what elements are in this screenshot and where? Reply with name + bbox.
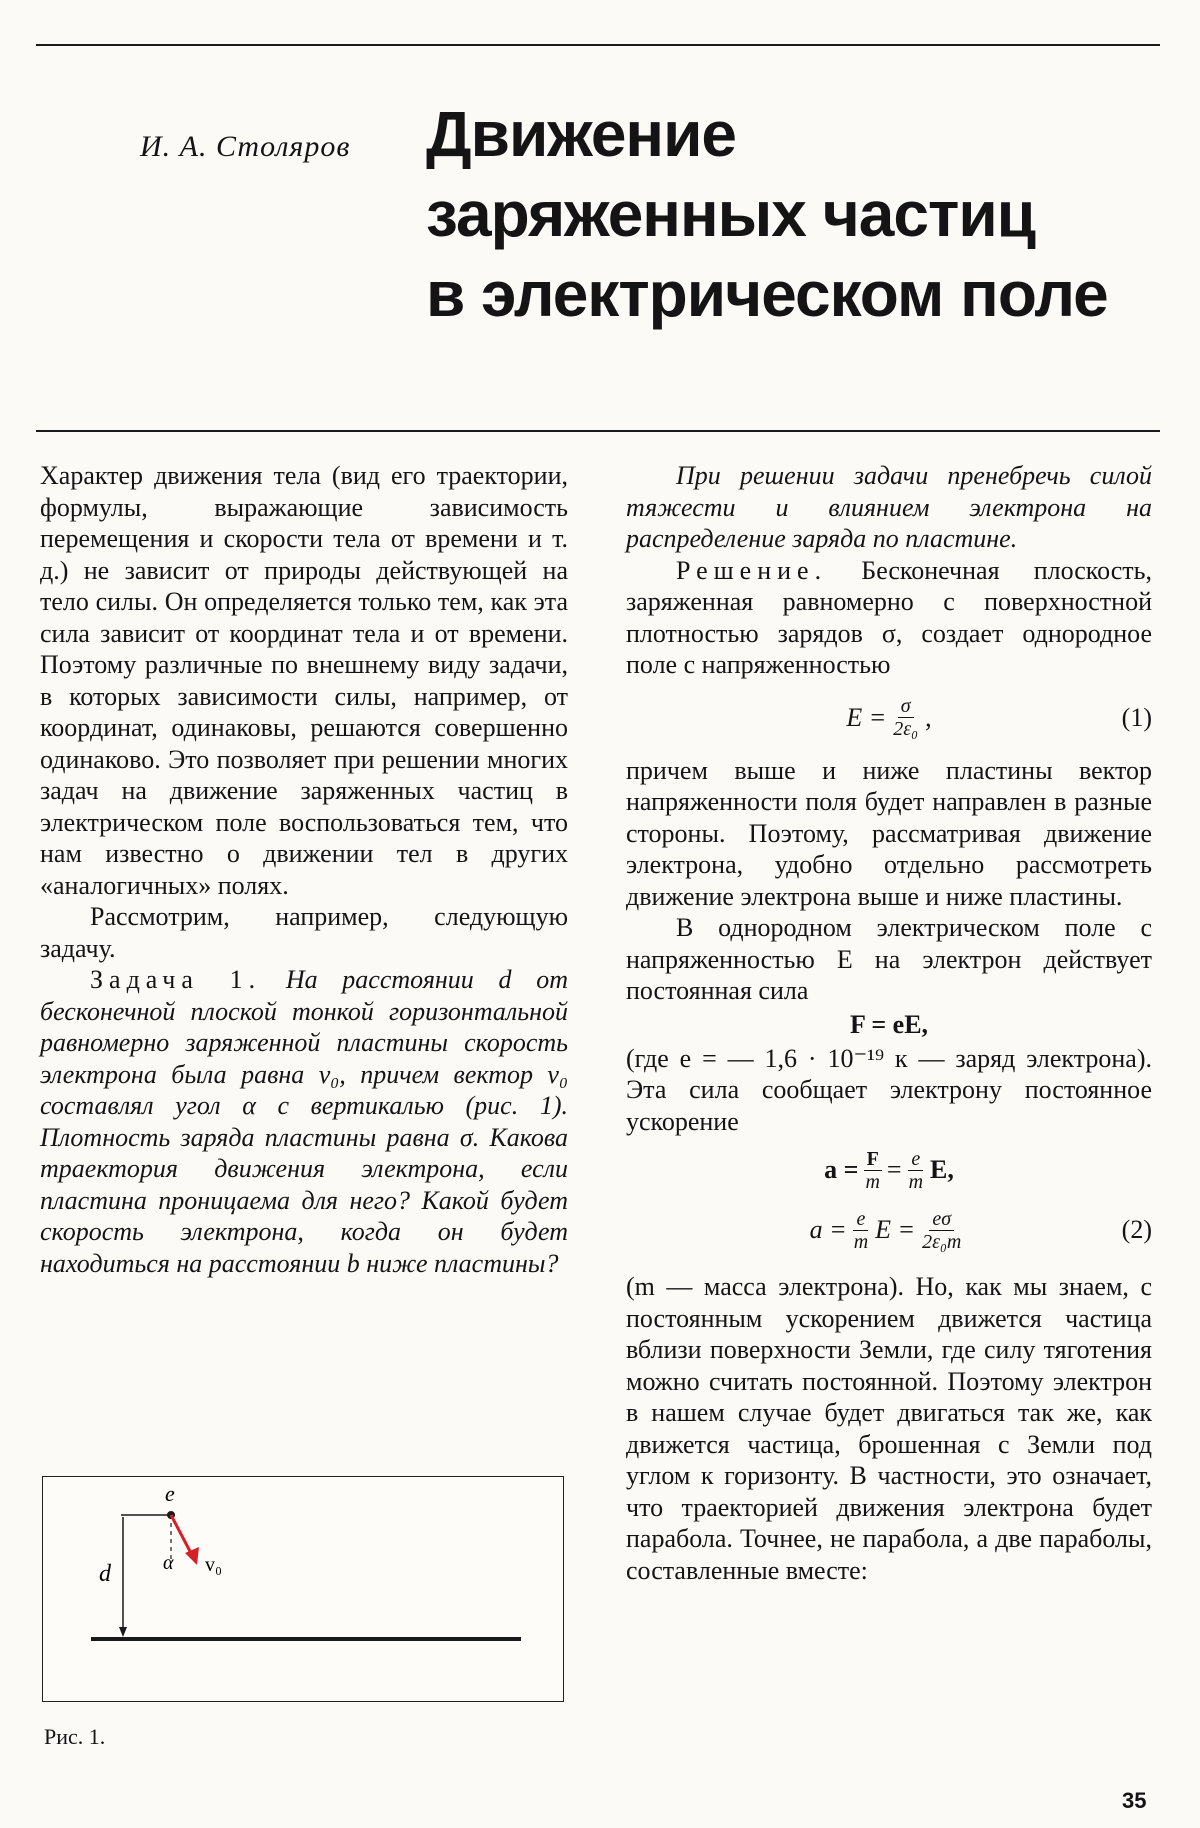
eq1-numerator: σ (898, 695, 914, 718)
force-equation: F = eE, (849, 1009, 929, 1039)
equation-2 (626, 1199, 1152, 1261)
top-rule (36, 44, 1160, 46)
eq2-fraction-2 (919, 1208, 964, 1253)
acc-f2-denominator: m (908, 1170, 924, 1193)
charge-paragraph: (где e = — 1,6 · 10⁻¹⁹ к — заряд электрона). Эта сила сообщает электрону постоянное ускорение (626, 1043, 1152, 1136)
figure-1-diagram (43, 1477, 563, 1701)
eq2-f1-numerator: e (853, 1208, 868, 1231)
field-direction-paragraph: причем выше и ниже пластины вектор напряженности поля будет направлен в разные стороны. Поэтому, рассматривая движение электрона, удобно отдельно рассмотреть движение электрона выше и ниже пластины. (626, 755, 1152, 911)
title-line-3: в электрическом поле (426, 258, 1108, 330)
eq1-number: (1) (1121, 702, 1152, 732)
acc-f1-denominator: m (865, 1170, 880, 1193)
figure-1 (42, 1476, 564, 1702)
eq1-lhs: E = (846, 702, 887, 732)
title-line-2: заряженных частиц (426, 178, 1035, 250)
velocity-vector-line (171, 1515, 193, 1557)
acc-f1-numerator: F (864, 1148, 882, 1171)
distance-arrowhead (119, 1627, 127, 1637)
consider-paragraph: Рассмотрим, например, следующую задачу. (40, 902, 568, 963)
article-title (426, 94, 1108, 334)
left-column (40, 460, 568, 1279)
acc-f2-numerator: e (908, 1148, 923, 1171)
label-e: e (165, 1481, 175, 1506)
parabola-paragraph: (m — масса электрона). Но, как мы знаем, с постоянным ускорением движется частица вблизи поверхности Земли, где силу тяготения можно считать постоянной. Поэтому электрон в нашем случае будет двигаться так же, как движется частица, брошенная с Земли под углом к горизонту. В частности, это означает, что траекторией движения электрона будет парабола. Точнее, не парабола, а две параболы, составленные вместе: (626, 1272, 1152, 1585)
solution-text: Бесконечная плоскость, заряженная равномерно с поверхностной плотностью зарядов σ, создает однородное поле с напряженностью (626, 555, 1152, 679)
page-number: 35 (1122, 1788, 1147, 1813)
title-line-1: Движение (426, 98, 736, 170)
acc-tail: E, (930, 1155, 954, 1184)
header-rule (36, 430, 1160, 432)
eq2-f2-denominator: 2ε₀m (922, 1230, 962, 1253)
acc-equals: = (886, 1155, 902, 1184)
label-d: d (99, 1561, 111, 1587)
solution-paragraph (626, 555, 1152, 681)
eq2-f1-denominator: m (853, 1230, 869, 1253)
eq2-fraction-1 (851, 1208, 871, 1253)
equation-1 (626, 687, 1152, 749)
right-column (626, 460, 1152, 1586)
task-label: Задача 1. (90, 965, 262, 994)
solution-label: Решение. (676, 555, 828, 585)
eq2-mid: E = (875, 1215, 916, 1244)
intro-paragraph: Характер движения тела (вид его траектории, формулы, выражающие зависимость перемещения и скорости тела от времени и т. д.) не зависит от природы действующей на тело силы. Он определяется только тем, как эта сила зависит от координат тела и от времени. Поэтому различные по внешнему виду задачи, в которых зависимости силы, например, от координат, одинаковы, решаются совершенно одинаково. Это позволяет при решении многих задач на движение заряженных частиц в электрическом поле воспользоваться тем, что нам известно о движении тел в других «аналогичных» полях. (40, 461, 568, 900)
acc-lhs: a = (824, 1155, 859, 1184)
eq1-fraction (890, 695, 921, 740)
eq2-lhs: a = (809, 1215, 847, 1244)
label-alpha: α (163, 1552, 174, 1574)
acc-fraction-2 (906, 1148, 926, 1193)
figure-caption: Рис. 1. (44, 1724, 106, 1749)
velocity-arrowhead (185, 1547, 199, 1565)
task-text: На расстоянии d от бесконечной плоской тонкой горизонтальной равномерно заряженной пластины скорость электрона была равна v₀, причем вектор v₀ составлял угол α с вертикалью (рис. 1). Плотность заряда пластины равна σ. Какова траектория движения электрона, если пластина проницаема для него? Какой будет скорость электрона, когда он будет находиться на расстоянии b ниже пластины? (40, 965, 568, 1278)
eq2-number: (2) (1121, 1215, 1152, 1244)
eq2-f2-numerator: eσ (929, 1208, 954, 1231)
acc-fraction-1 (862, 1148, 882, 1193)
eq1-tail: , (925, 702, 932, 732)
eq1-denominator: 2ε₀ (893, 718, 919, 740)
uniform-field-paragraph: В однородном электрическом поле с напряженностью E на электрон действует постоянная сила (626, 913, 1152, 1005)
label-v0: v₀ (205, 1554, 222, 1576)
author-name: И. А. Столяров (140, 130, 351, 163)
acceleration-equation (626, 1141, 1152, 1199)
task-1-paragraph (40, 964, 568, 1279)
task-note: При решении задачи пренебречь силой тяжести и влиянием электрона на распределение заряда по пластине. (626, 461, 1152, 553)
